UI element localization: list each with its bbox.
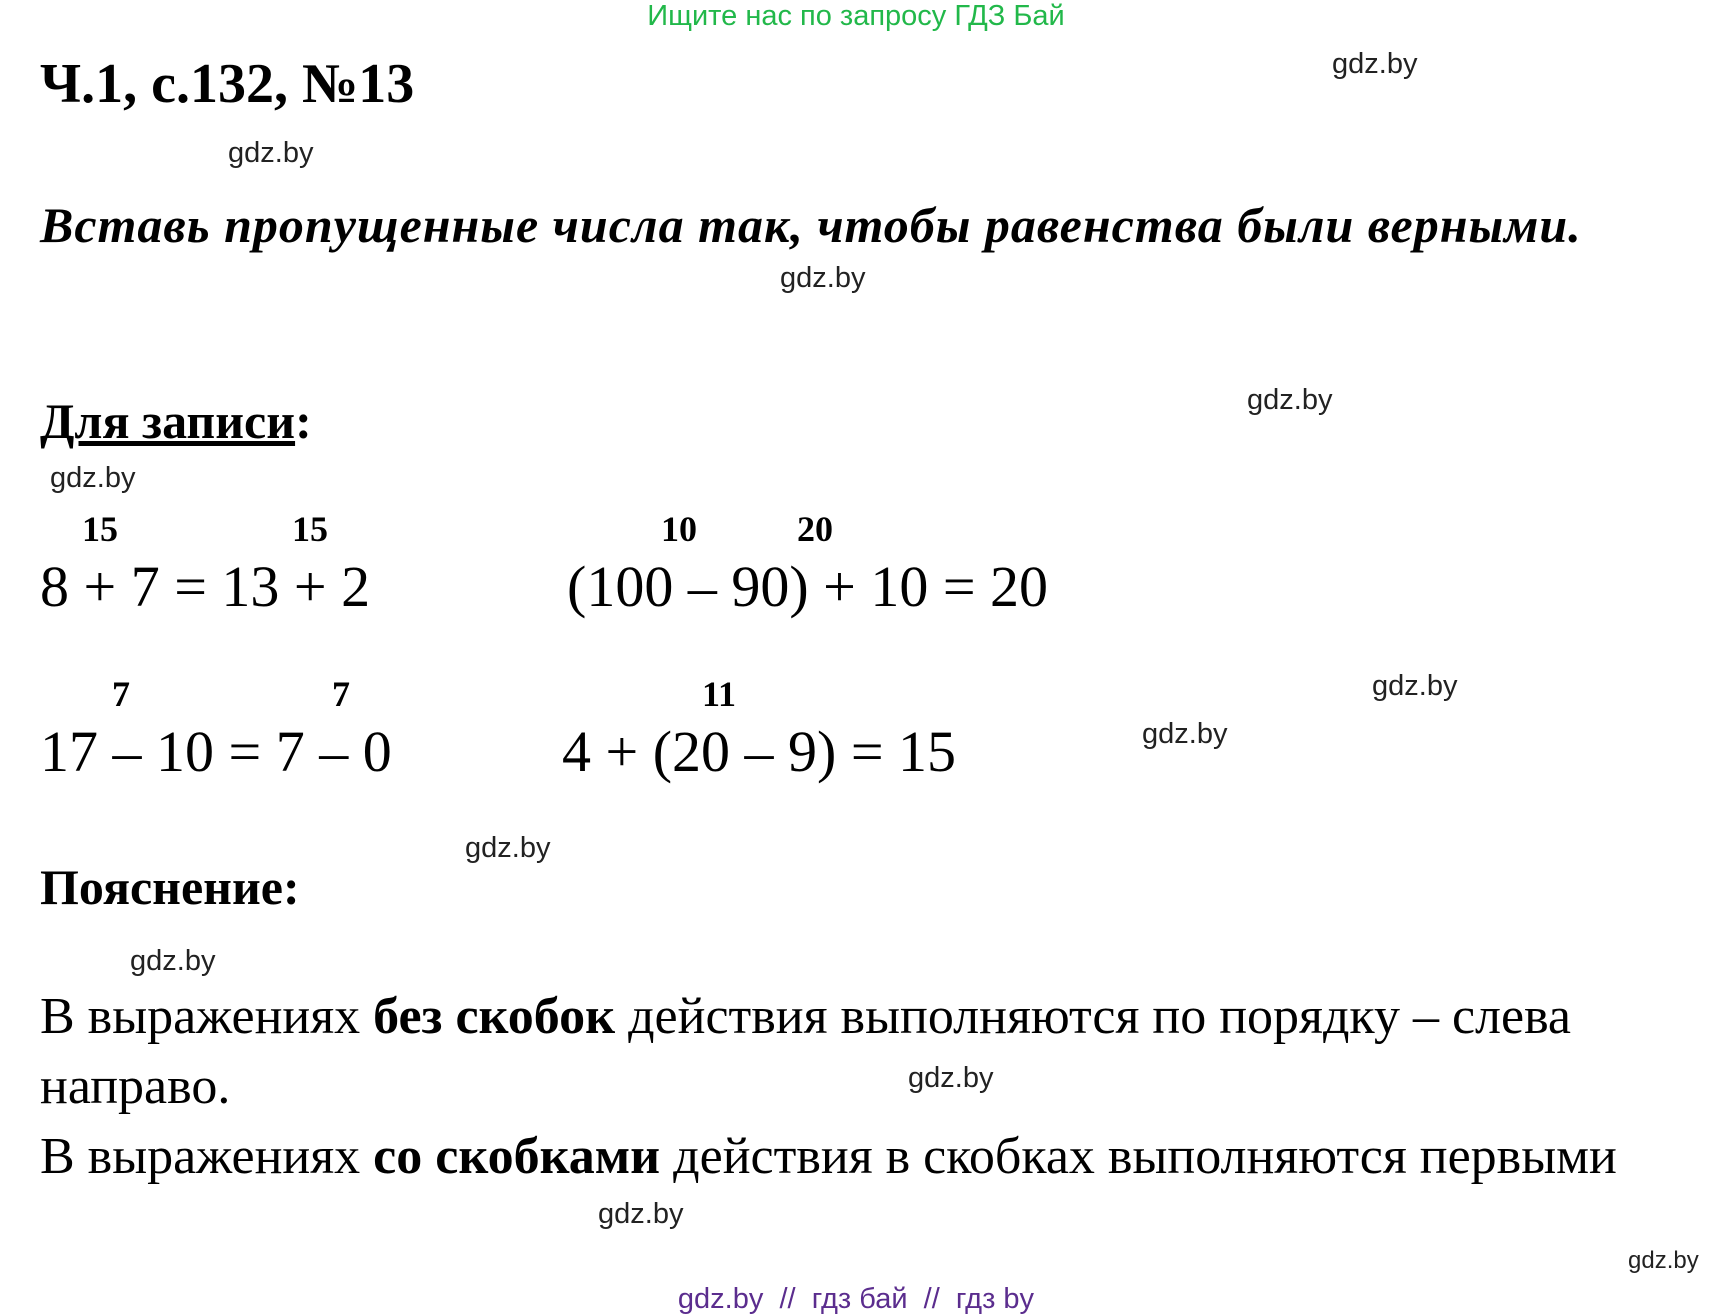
explanation-text: В выражениях xyxy=(40,988,374,1045)
watermark: gdz.by xyxy=(1332,48,1418,80)
watermark: gdz.by xyxy=(130,945,216,977)
watermark: gdz.by xyxy=(1247,384,1333,416)
record-heading xyxy=(40,392,312,450)
watermark: gdz.by xyxy=(1628,1247,1699,1274)
watermark: gdz.by xyxy=(465,832,551,864)
explanation-paragraph xyxy=(40,1122,1680,1192)
watermark: gdz.by xyxy=(908,1062,994,1094)
explanation-heading: Пояснение: xyxy=(40,859,300,915)
watermark: gdz.by xyxy=(1142,718,1228,750)
watermark: gdz.by xyxy=(1372,670,1458,702)
watermark: gdz.by xyxy=(50,462,136,494)
top-banner: Ищите нас по запросу ГДЗ Бай xyxy=(647,0,1065,32)
explanation-text: действия выполняются по порядку – слева направо. xyxy=(40,988,1572,1115)
equation: (100 – 90) + 10 = 20 xyxy=(567,554,1049,619)
inserted-number: 15 xyxy=(292,509,328,549)
equation: 17 – 10 = 7 – 0 xyxy=(40,719,392,784)
explanation-bold: без скобок xyxy=(373,988,616,1045)
inserted-number: 10 xyxy=(661,509,697,549)
watermark: gdz.by xyxy=(598,1198,684,1230)
inserted-number: 20 xyxy=(797,509,833,549)
inserted-number: 7 xyxy=(332,674,350,714)
watermark: gdz.by xyxy=(228,137,314,169)
explanation-text: действия в скобках выполняются первыми xyxy=(660,1128,1617,1185)
inserted-number: 15 xyxy=(82,509,118,549)
inserted-number: 11 xyxy=(702,674,737,714)
task-text: Вставь пропущенные числа так, чтобы равенства были верными. xyxy=(40,197,1582,253)
explanation-text: В выражениях xyxy=(40,1128,374,1185)
explanation-paragraph xyxy=(40,982,1680,1122)
watermark: gdz.by xyxy=(780,262,866,294)
inserted-number: 7 xyxy=(112,674,130,714)
equation: 8 + 7 = 13 + 2 xyxy=(40,554,371,619)
equation: 4 + (20 – 9) = 15 xyxy=(562,719,957,784)
page-title: Ч.1, с.132, №13 xyxy=(40,53,415,115)
record-heading-text: Для записи xyxy=(40,393,296,449)
footer: gdz.by // гдз бай // гдз by xyxy=(677,1283,1035,1315)
record-heading-colon: : xyxy=(295,393,312,449)
explanation-bold: со скобками xyxy=(373,1128,661,1185)
